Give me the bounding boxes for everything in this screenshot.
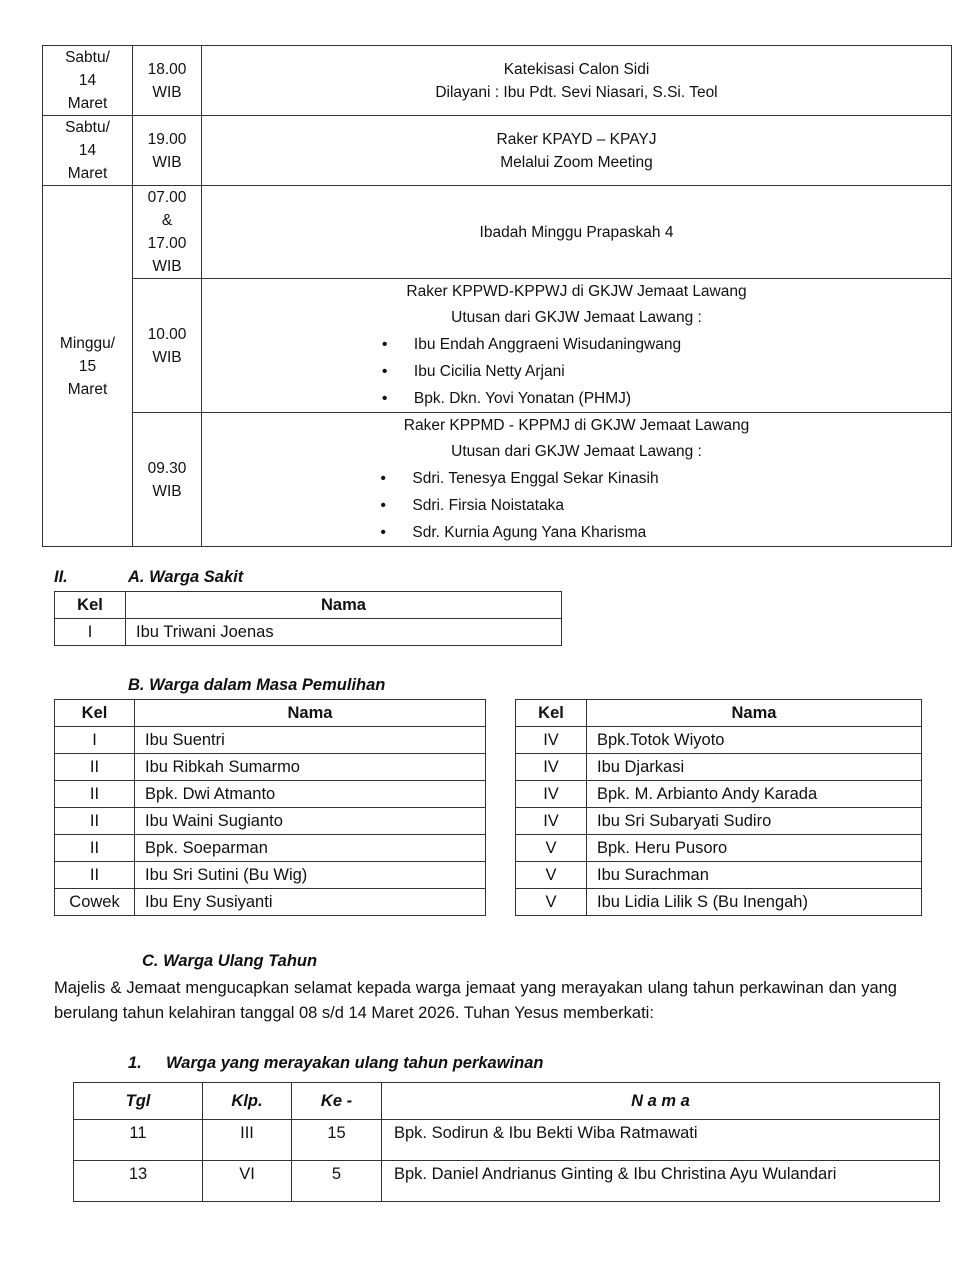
column-header: Nama — [587, 700, 922, 727]
subsection-number: 1. — [128, 1054, 142, 1072]
time-cell — [133, 116, 202, 186]
ke-cell: 15 — [292, 1120, 382, 1161]
day-label: Maret — [67, 165, 108, 182]
day-label: Minggu/ — [59, 334, 116, 352]
table-row — [55, 754, 486, 781]
table-row — [43, 279, 952, 413]
table-row — [55, 808, 486, 835]
sick-members-table — [54, 591, 562, 646]
list-item: • Bpk. Dkn. Yovi Yonatan (PHMJ) — [382, 385, 681, 412]
column-header: Klp. — [203, 1083, 292, 1120]
nama-cell: Ibu Triwani Joenas — [126, 619, 562, 646]
time-label: 18.00 — [147, 60, 187, 78]
day-cell — [43, 46, 133, 116]
subsection-title: Warga yang merayakan ulang tahun perkawinan — [166, 1054, 544, 1072]
kel-cell: Cowek — [55, 889, 135, 916]
event-title: Ibadah Minggu Prapaskah 4 — [479, 223, 674, 241]
kel-cell: II — [55, 835, 135, 862]
tgl-cell: 13 — [74, 1161, 203, 1202]
nama-cell: Ibu Eny Susiyanti — [135, 889, 486, 916]
table-row — [55, 619, 562, 646]
time-cell — [133, 46, 202, 116]
kel-cell: IV — [516, 808, 587, 835]
event-detail: Dilayani : Ibu Pdt. Sevi Niasari, S.Si. Teol — [435, 83, 718, 101]
event-detail: Utusan dari GKJW Jemaat Lawang : — [451, 309, 702, 326]
time-label: 09.30 — [147, 459, 187, 477]
nama-cell: Bpk. Dwi Atmanto — [135, 781, 486, 808]
nama-cell: Bpk.Totok Wiyoto — [587, 727, 922, 754]
section-b-title: B. Warga dalam Masa Pemulihan — [128, 676, 386, 694]
time-label: WIB — [152, 258, 182, 275]
nama-cell: Ibu Djarkasi — [587, 754, 922, 781]
table-row — [74, 1120, 940, 1161]
day-label: Maret — [67, 95, 108, 112]
table-row — [516, 727, 922, 754]
table-row — [55, 889, 486, 916]
table-row — [74, 1161, 940, 1202]
event-detail: Utusan dari GKJW Jemaat Lawang : — [451, 443, 702, 460]
column-header: Nama — [126, 592, 562, 619]
list-item: • Ibu Endah Anggraeni Wisudaningwang — [382, 331, 681, 358]
table-row — [516, 781, 922, 808]
kel-cell: V — [516, 862, 587, 889]
section-a-title: A. Warga Sakit — [128, 568, 244, 586]
event-title: Katekisasi Calon Sidi — [503, 60, 650, 78]
time-cell — [133, 186, 202, 279]
kel-cell: IV — [516, 781, 587, 808]
event-title: Raker KPPMD - KPPMJ di GKJW Jemaat Lawang — [403, 417, 750, 434]
time-label: WIB — [152, 153, 182, 171]
nama-cell: Ibu Lidia Lilik S (Bu Inengah) — [587, 889, 922, 916]
table-row — [43, 46, 952, 116]
list-item: • Sdri. Tenesya Enggal Sekar Kinasih — [380, 465, 658, 492]
ke-cell: 5 — [292, 1161, 382, 1202]
section-numeral: II. — [54, 568, 68, 586]
kel-cell: I — [55, 619, 126, 646]
delegate-list — [382, 331, 681, 412]
kel-cell: IV — [516, 727, 587, 754]
table-header-row — [55, 592, 562, 619]
column-header: Kel — [55, 592, 126, 619]
table-row — [516, 889, 922, 916]
kel-cell: V — [516, 835, 587, 862]
table-row — [55, 727, 486, 754]
kel-cell: I — [55, 727, 135, 754]
table-row — [43, 186, 952, 279]
time-cell — [133, 279, 202, 413]
day-label: 14 — [78, 142, 97, 159]
table-row — [516, 754, 922, 781]
table-row — [516, 862, 922, 889]
column-header: Kel — [516, 700, 587, 727]
nama-cell: Ibu Sri Sutini (Bu Wig) — [135, 862, 486, 889]
schedule-table — [42, 45, 952, 547]
time-label: WIB — [152, 482, 182, 500]
list-item: • Sdr. Kurnia Agung Yana Kharisma — [380, 519, 658, 546]
table-row — [516, 835, 922, 862]
list-item: • Sdri. Firsia Noistataka — [380, 492, 658, 519]
nama-cell: Bpk. Heru Pusoro — [587, 835, 922, 862]
kel-cell: II — [55, 862, 135, 889]
nama-cell: Ibu Ribkah Sumarmo — [135, 754, 486, 781]
nama-cell: Bpk. Daniel Andrianus Ginting & Ibu Christina Ayu Wulandari — [382, 1161, 940, 1202]
kel-cell: IV — [516, 754, 587, 781]
column-header: N a m a — [382, 1083, 940, 1120]
nama-cell: Ibu Waini Sugianto — [135, 808, 486, 835]
event-title: Raker KPAYD – KPAYJ — [496, 130, 657, 148]
table-row — [43, 413, 952, 547]
event-cell — [202, 46, 952, 116]
kel-cell: II — [55, 808, 135, 835]
nama-cell: Ibu Sri Subaryati Sudiro — [587, 808, 922, 835]
kel-cell: II — [55, 781, 135, 808]
tgl-cell: 11 — [74, 1120, 203, 1161]
recovery-table-right — [515, 699, 922, 916]
table-header-row — [55, 700, 486, 727]
klp-cell: III — [203, 1120, 292, 1161]
column-header: Kel — [55, 700, 135, 727]
nama-cell: Bpk. M. Arbianto Andy Karada — [587, 781, 922, 808]
table-row — [55, 835, 486, 862]
time-label: WIB — [152, 83, 182, 101]
table-row — [55, 781, 486, 808]
nama-cell: Ibu Surachman — [587, 862, 922, 889]
table-row — [55, 862, 486, 889]
table-row — [516, 808, 922, 835]
klp-cell: VI — [203, 1161, 292, 1202]
time-label: 19.00 — [147, 130, 187, 148]
birthday-greeting-paragraph: Majelis & Jemaat mengucapkan selamat kepada warga jemaat yang merayakan ulang tahun perkawinan dan yang berulang tahun kelahiran tanggal 08 s/d 14 Maret 2026. Tuhan Yesus memberkati: — [54, 979, 897, 1022]
time-label: 07.00 — [147, 189, 187, 206]
delegate-list — [380, 465, 658, 546]
kel-cell: II — [55, 754, 135, 781]
table-header-row — [74, 1083, 940, 1120]
nama-cell: Ibu Suentri — [135, 727, 486, 754]
time-cell — [133, 413, 202, 547]
list-item: • Ibu Cicilia Netty Arjani — [382, 358, 681, 385]
day-label: Sabtu/ — [65, 49, 110, 66]
nama-cell: Bpk. Soeparman — [135, 835, 486, 862]
event-cell — [202, 279, 952, 413]
time-label: WIB — [152, 348, 182, 366]
day-label: Sabtu/ — [65, 119, 110, 136]
event-title: Raker KPPWD-KPPWJ di GKJW Jemaat Lawang — [406, 283, 747, 300]
time-label: 17.00 — [147, 235, 187, 252]
table-row — [43, 116, 952, 186]
day-label: 15 — [78, 357, 97, 375]
nama-cell: Bpk. Sodirun & Ibu Bekti Wiba Ratmawati — [382, 1120, 940, 1161]
day-label: Maret — [67, 380, 108, 398]
recovery-table-left — [54, 699, 486, 916]
wedding-anniversary-table — [73, 1082, 940, 1202]
column-header: Nama — [135, 700, 486, 727]
time-label: 10.00 — [147, 325, 187, 343]
column-header: Ke - — [292, 1083, 382, 1120]
section-c-title: C. Warga Ulang Tahun — [142, 952, 318, 970]
day-cell — [43, 116, 133, 186]
day-cell — [43, 186, 133, 547]
event-cell — [202, 413, 952, 547]
event-cell — [202, 116, 952, 186]
table-header-row — [516, 700, 922, 727]
kel-cell: V — [516, 889, 587, 916]
time-label: & — [161, 212, 173, 229]
column-header: Tgl — [74, 1083, 203, 1120]
event-detail: Melalui Zoom Meeting — [500, 153, 653, 171]
event-cell — [202, 186, 952, 279]
day-label: 14 — [78, 72, 97, 89]
